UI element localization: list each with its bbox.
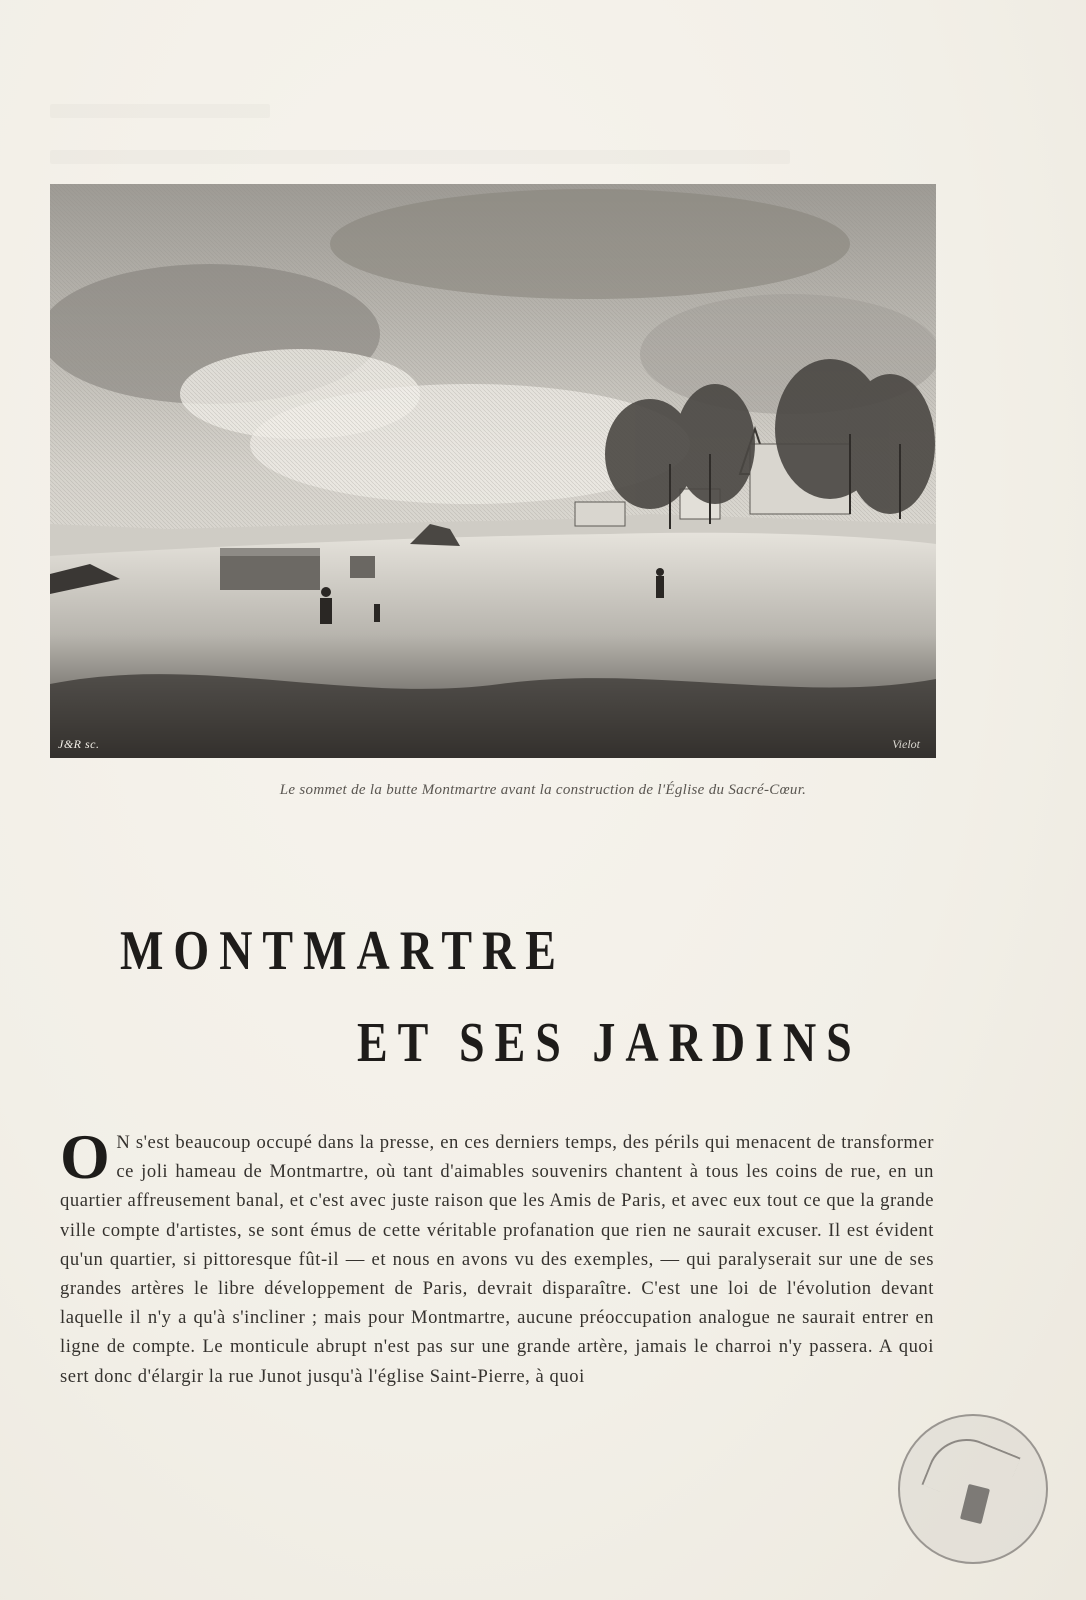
engraver-mark: J&R sc. bbox=[58, 737, 100, 751]
bleed-through-text bbox=[50, 150, 790, 164]
drop-cap: O bbox=[60, 1121, 111, 1192]
engraving-illustration bbox=[50, 184, 936, 758]
illustration-caption: Le sommet de la butte Montmartre avant la construction de l'Église du Sacré-Cœur. bbox=[279, 782, 807, 798]
library-stamp-icon bbox=[898, 1414, 1048, 1564]
article-body bbox=[60, 1121, 934, 1391]
bleed-through-text bbox=[50, 104, 270, 118]
article-text: N s'est beaucoup occupé dans la presse, en ces derniers temps, des périls qui menacent de transformer ce joli hameau de Montmartre, où tant d'aimables souvenirs chantent à tous les coins de rue, en un quartier affreusement banal, et c'est avec juste raison que les Amis de Paris, et avec eux tout ce que la grande ville compte d'artistes, se sont émus de cette véritable profanation que rien ne saurait excuser. Il est évident qu'un quartier, si pittoresque fût-il — et nous en avons vu des exemples, — qui paralyserait sur une de ses grandes artères le libre développement de Paris, devrait disparaître. C'est une loi de l'évolution devant laquelle il n'y a qu'à s'incliner ; mais pour Montmartre, aucune préoccupation analogue ne saurait entrer en ligne de compte. Le monticule abrupt n'est pas sur une grande artère, jamais le charroi n'y passera. A quoi sert donc d'élargir la rue Junot jusqu'à l'église Saint-Pierre, à quoi bbox=[60, 1132, 934, 1387]
title-line-2: ET SES JARDINS bbox=[357, 1011, 862, 1074]
artist-mark: Vielot bbox=[892, 737, 920, 751]
title-line-1: MONTMARTRE bbox=[120, 919, 566, 982]
landscape-engraving bbox=[50, 184, 936, 758]
